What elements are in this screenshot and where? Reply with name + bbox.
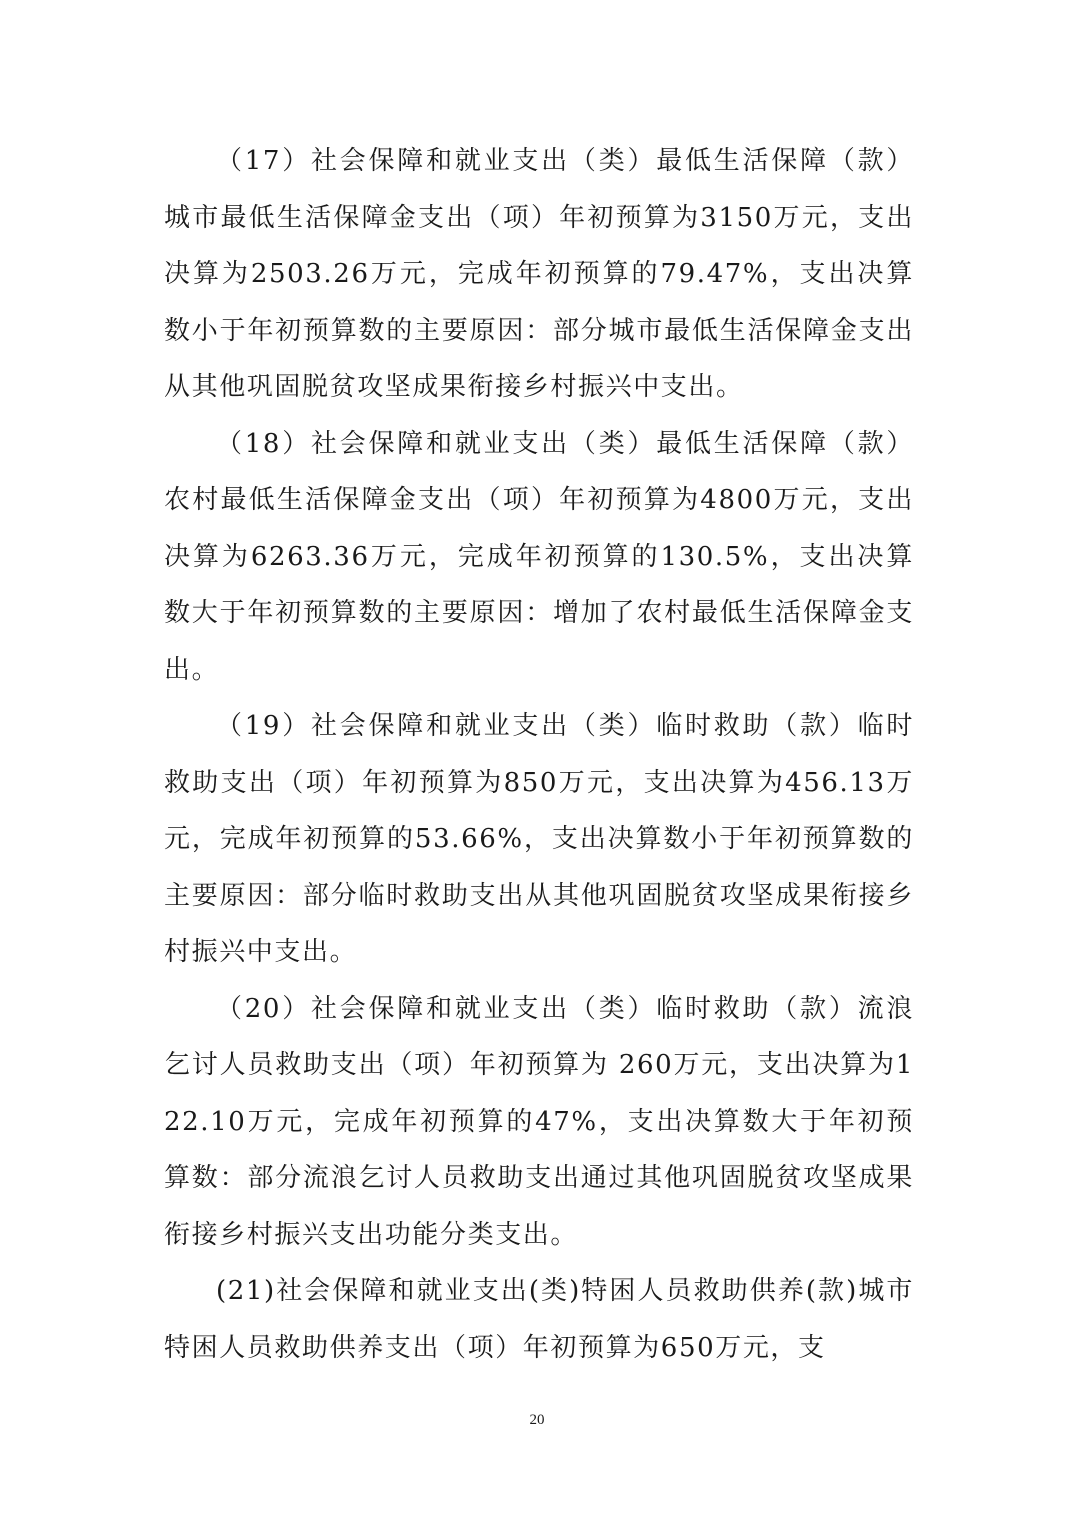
paragraph-18: （18）社会保障和就业支出（类）最低生活保障（款）农村最低生活保障金支出（项）年初预算为4800万元，支出决算为6263.36万元，完成年初预算的130.5%，支出决算数大于年初预算数的主要原因：增加了农村最低生活保障金支出。 <box>164 428 914 685</box>
paragraph-19: （19）社会保障和就业支出（类）临时救助（款）临时救助支出（项）年初预算为850万元，支出决算为456.13万元，完成年初预算的53.66%，支出决算数小于年初预算数的主要原因：部分临时救助支出从其他巩固脱贫攻坚成果衔接乡村振兴中支出。 <box>164 711 914 967</box>
paragraph-20: （20）社会保障和就业支出（类）临时救助（款）流浪乞讨人员救助支出（项）年初预算为 260万元，支出决算为122.10万元，完成年初预算的47%，支出决算数大于年初预算数：部分流浪乞讨人员救助支出通过其他巩固脱贫攻坚成果衔接乡村振兴支出功能分类支出。 <box>164 993 914 1250</box>
page-number: 20 <box>529 1412 545 1428</box>
document-body <box>164 133 914 1376</box>
paragraph-21: (21)社会保障和就业支出(类)特困人员救助供养(款)城市特困人员救助供养支出（项）年初预算为650万元，支 <box>164 1276 914 1363</box>
paragraph-17: （17）社会保障和就业支出（类）最低生活保障（款）城市最低生活保障金支出（项）年初预算为3150万元，支出决算为2503.26万元，完成年初预算的79.47%，支出决算数小于年初预算数的主要原因：部分城市最低生活保障金支出从其他巩固脱贫攻坚成果衔接乡村振兴中支出。 <box>164 146 914 402</box>
